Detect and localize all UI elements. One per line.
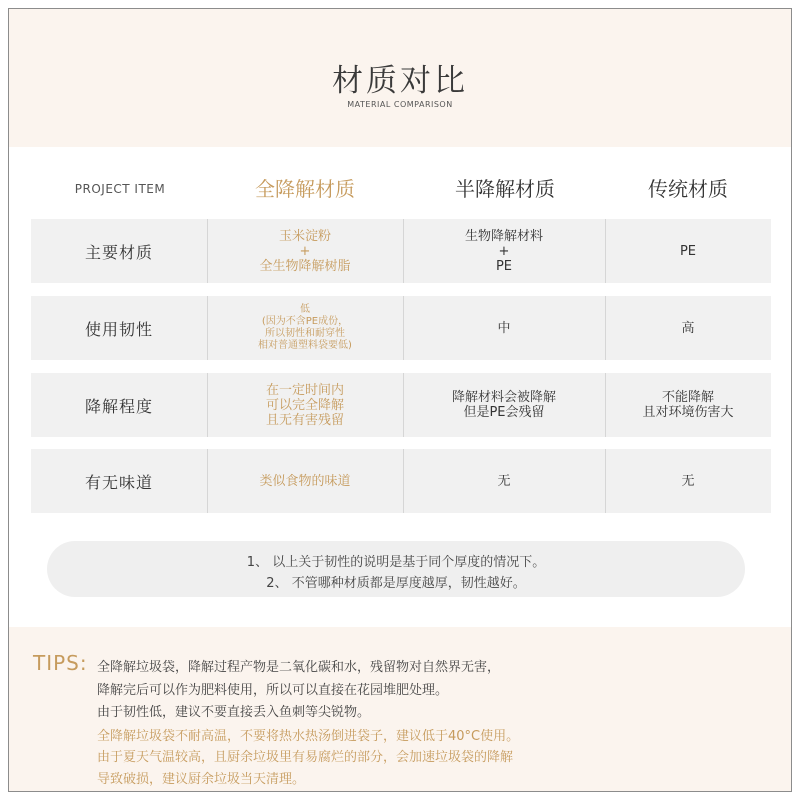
- row-label: 主要材质: [84, 242, 153, 262]
- cell-full-degradable: 类似食物的味道: [259, 473, 351, 489]
- header-banner: [9, 9, 791, 147]
- row-label: 降解程度: [84, 396, 153, 416]
- cell-full-degradable: 在一定时间内 可以完全降解 且无有害残留: [265, 382, 344, 428]
- cell-traditional: 不能降解 且对环境伤害大: [642, 390, 734, 420]
- page-frame: [8, 8, 792, 792]
- tip-line: 全降解垃圾袋不耐高温，不要将热水热汤倒进袋子，建议低于40°C使用。: [97, 729, 520, 744]
- notes-panel: [47, 541, 745, 597]
- cell-traditional: PE: [679, 243, 697, 259]
- cell-semi-degradable: 降解材料会被降解 但是PE会残留: [451, 390, 556, 420]
- tip-line: 全降解垃圾袋，降解过程产物是二氧化碳和水，残留物对自然界无害，: [97, 660, 501, 675]
- page-title: 材质对比: [332, 63, 468, 99]
- tips-label: TIPS:: [33, 651, 88, 675]
- tip-line: 由于夏天气温较高，且厨余垃圾里有易腐烂的部分，会加速垃圾袋的降解: [97, 750, 514, 765]
- column-header-project-item: PROJECT ITEM: [74, 182, 166, 196]
- cell-traditional: 无: [681, 473, 695, 489]
- cell-traditional: 高: [681, 320, 695, 336]
- tip-line: 由于韧性低，建议不要直接丢入鱼刺等尖锐物。: [97, 705, 371, 720]
- cell-full-degradable: 低 (因为不含PE成份， 所以韧性和耐穿性 相对普通塑料袋要低): [258, 304, 352, 351]
- table-row: [31, 449, 771, 513]
- page-subtitle: MATERIAL COMPARISON: [347, 100, 453, 109]
- column-header-traditional: 传统材质: [648, 177, 728, 201]
- table-row: [31, 373, 771, 437]
- column-header-full-degradable: 全降解材质: [255, 177, 355, 201]
- row-label: 使用韧性: [84, 319, 153, 339]
- tips-section: [9, 627, 791, 792]
- cell-semi-degradable: 生物降解材料 + PE: [464, 228, 543, 274]
- tip-line: 降解完后可以作为肥料使用，所以可以直接在花园堆肥处理。: [97, 683, 449, 698]
- table-row: [31, 219, 771, 283]
- column-header-semi-degradable: 半降解材质: [455, 177, 555, 201]
- table-row: [31, 296, 771, 360]
- cell-full-degradable: 玉米淀粉 + 全生物降解树脂: [259, 228, 351, 274]
- row-label: 有无味道: [84, 472, 153, 492]
- cell-semi-degradable: 无: [497, 473, 511, 489]
- note-line: 1、 以上关于韧性的说明是基于同个厚度的情况下。: [246, 555, 546, 570]
- note-line: 2、 不管哪种材质都是厚度越厚，韧性越好。: [266, 576, 526, 591]
- cell-semi-degradable: 中: [497, 320, 511, 336]
- tip-line: 导致破损，建议厨余垃圾当天清理。: [97, 772, 306, 787]
